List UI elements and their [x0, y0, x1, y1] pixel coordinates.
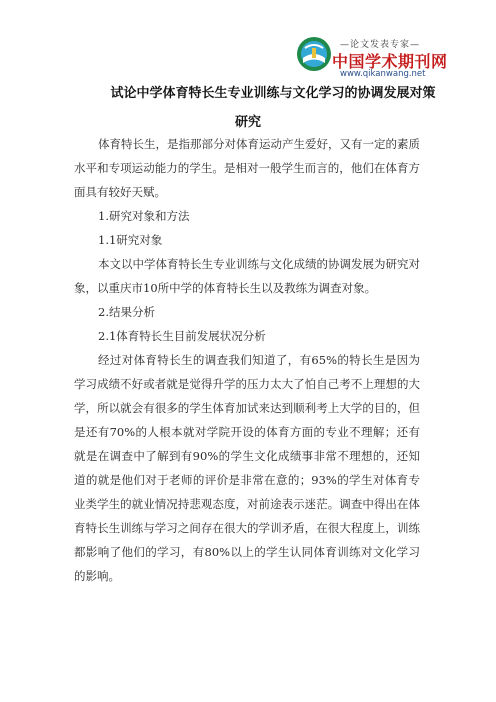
site-logo [296, 34, 448, 84]
logo-url: www.qikanwang.net [340, 69, 426, 79]
paragraph-research-object: 本文以中学体育特长生专业训练与文化成绩的协调发展为研究对象，以重庆市10所中学的体育特长生以及教练为调查对象。 [74, 257, 420, 295]
heading-1-1: 1.1研究对象 [98, 233, 163, 247]
paragraph-analysis: 经过对体育特长生的调查我们知道了，有65%的特长生是因为学习成绩不好或者就是觉得升学的压力太大了怕自己考不上理想的大学，所以就会有很多的学生体育加试来达到顺利考上大学的目的，但是还有70%的人根本就对学院开设的体育方面的专业不理解；还有就是在调查中了解到有90%的学生文化成绩事非常不理想的，还知道的就是他们对于老师的评价是非常在意的；93%的学生对体育专业类学生的就业情况持悲观态度，对前途表示迷茫。调查中得出在体育特长生训练与学习之间存在很大的学训矛盾，在很大程度上，训练都影响了他们的学习，有80%以上的学生认同体育训练对文化学习的影响。 [74, 353, 420, 583]
doc-title-line2: 研究 [234, 115, 261, 130]
logo-slogan: —论文发表专家— [340, 40, 421, 50]
book-globe-icon [296, 36, 332, 72]
heading-2-1: 2.1体育特长生目前发展状况分析 [98, 329, 266, 343]
doc-title-line1: 试论中学体育特长生专业训练与文化学习的协调发展对策 [110, 86, 436, 101]
heading-2: 2.结果分析 [98, 305, 155, 319]
paragraph-intro: 体育特长生，是指那部分对体育运动产生爱好，又有一定的素质水平和专项运动能力的学生。是相对一般学生而言的，他们在体育方面具有较好天赋。 [74, 137, 420, 199]
logo-name: 中国学术期刊网 [332, 52, 448, 71]
heading-1: 1.研究对象和方法 [98, 209, 190, 223]
